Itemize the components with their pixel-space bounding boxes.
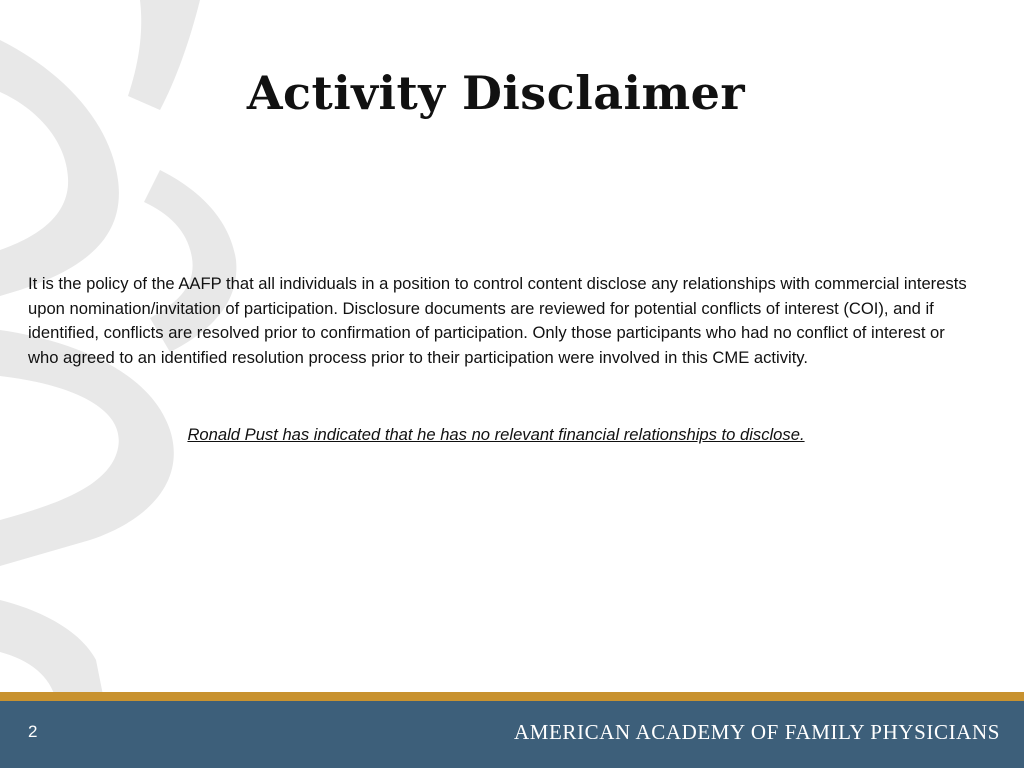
slide-number: 2 — [28, 722, 38, 741]
slide-title: Activity Disclaimer — [246, 66, 746, 120]
organization-logo-text: AMERICAN ACADEMY OF FAMILY PHYSICIANS — [513, 720, 1000, 744]
disclosure-statement: Ronald Pust has indicated that he has no relevant financial relationships to disclose. — [187, 425, 805, 444]
footer-gold-rule — [0, 692, 1024, 701]
policy-paragraph: It is the policy of the AAFP that all individuals in a position to control content disclose any relationships with commercial interests upon nomination/invitation of participation. Disclosure documents are reviewed for potential conflicts of interest (COI), and if identified, conflicts are resolved prior to confirmation of participation. Only those participants who had no conflict of interest or who agreed to an identified resolution process prior to their participation were involved in this CME activity. — [28, 274, 967, 367]
